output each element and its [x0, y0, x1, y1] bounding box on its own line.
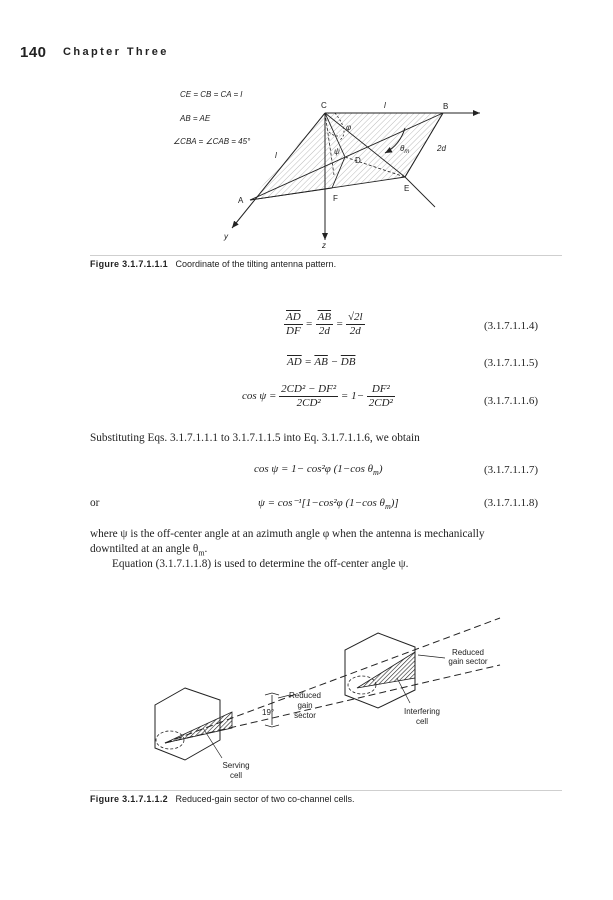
axis-z-label: z — [322, 241, 326, 250]
point-a: A — [238, 196, 244, 205]
figure2-rule — [90, 790, 562, 791]
label-theta: $\theta_m$ — [400, 144, 410, 155]
axis-y-label: y — [224, 232, 228, 241]
equation-4: $\frac{\overline{AD}}{DF}$ = $\frac{\overline{AB}}{2d}$ = $\frac{√2l}{2d}$ — [286, 311, 363, 337]
serving-hatched-sector — [165, 712, 232, 743]
figure-tilting-antenna — [0, 80, 613, 255]
reduced-gain-mid-line1: Reduced — [288, 691, 322, 700]
reduced-gain-right-line2: gain sector — [448, 657, 488, 666]
figure1-rule — [90, 255, 562, 256]
interfering-cell-line2: cell — [415, 717, 429, 726]
or-text: or — [90, 497, 100, 509]
point-c: C — [321, 101, 327, 110]
condition-1: CE = CB = CA = l — [180, 90, 243, 99]
reduced-gain-right-line1: Reduced — [451, 648, 485, 657]
condition-2: AB = AE — [180, 114, 211, 123]
point-d: D — [355, 156, 361, 165]
angle-label: 19° — [262, 708, 275, 717]
substituting-text: Substituting Eqs. 3.1.7.1.1.1 to 3.1.7.1.1.5 into Eq. 3.1.7.1.1.6, we obtain — [90, 432, 420, 444]
reduced-gain-mid-line3: sector — [294, 711, 316, 720]
label-psi: ψ — [334, 147, 340, 156]
label-l-left: l — [275, 151, 277, 160]
point-b: B — [443, 102, 449, 111]
page-number: 140 — [20, 44, 47, 61]
equation-4-number: (3.1.7.1.1.4) — [484, 320, 539, 332]
point-e: E — [404, 184, 410, 193]
equation-6-number: (3.1.7.1.1.6) — [484, 395, 539, 407]
figure1-caption: Figure 3.1.7.1.1.1 Coordinate of the tilting antenna pattern. — [90, 259, 337, 269]
equation-5-number: (3.1.7.1.1.5) — [484, 357, 539, 369]
chapter-title: Chapter Three — [63, 46, 169, 58]
equation-8: ψ = cos⁻¹[1−cos²φ (1−cos $\theta_m$)] — [258, 497, 399, 512]
equation-usage-text: Equation (3.1.7.1.1.8) is used to determine the off-center angle ψ. — [112, 558, 409, 570]
serving-cell-line2: cell — [229, 771, 243, 780]
equation-7: cos ψ = 1− cos²φ (1−cos $\theta_m$) — [254, 463, 383, 478]
figure2-caption: Figure 3.1.7.1.1.2 Reduced-gain sector of two co-channel cells. — [90, 794, 355, 804]
label-l-top: l — [384, 101, 386, 110]
label-2d: 2d — [437, 144, 446, 153]
equation-6: cos ψ = $\frac{\text{2CD² − DF²}}{\text{2CD²}}$ = 1− $\frac{\text{DF²}}{\text{2CD²}}$ — [242, 383, 393, 409]
equation-5: $\overline{AD} = \overline{AB} - \overline{DB}$ — [287, 356, 356, 368]
where-text: where ψ is the off-center angle at an azimuth angle φ when the antenna is mechanically downtilted at an angle $\theta_m$. — [90, 528, 485, 558]
point-f: F — [333, 194, 338, 203]
label-phi: φ — [346, 123, 352, 132]
figure-reduced-gain — [0, 600, 613, 790]
equation-8-number: (3.1.7.1.1.8) — [484, 497, 539, 509]
equation-7-number: (3.1.7.1.1.7) — [484, 464, 539, 476]
reduced-gain-mid-line2: gain — [297, 701, 313, 710]
serving-cell-line1: Serving — [222, 761, 250, 770]
interfering-hatched-sector — [357, 652, 415, 688]
condition-3: ∠CBA = ∠CAB = 45° — [173, 137, 251, 146]
interfering-cell-line1: Interfering — [403, 707, 441, 716]
